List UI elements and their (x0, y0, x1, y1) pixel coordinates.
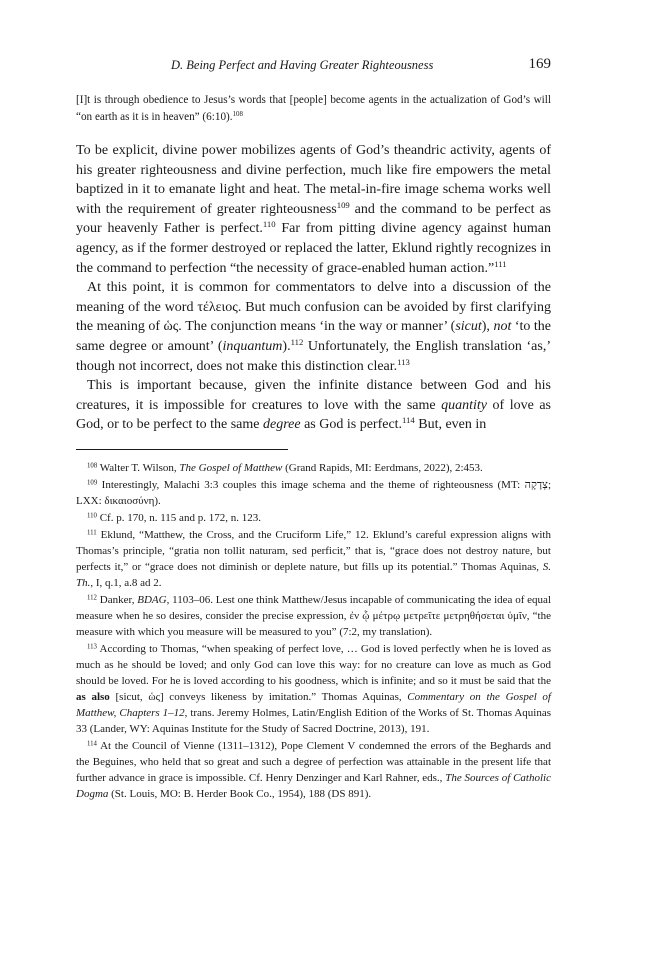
running-header (76, 58, 551, 80)
footnote-110 (76, 510, 551, 526)
page-number: 169 (528, 56, 551, 72)
text-run: ). (282, 338, 291, 354)
text-run: At the Council of Vienne (1311–1312), Pope Clement V condemned the errors of the Beghards and the Beguines, who held that so great and such a degree of perfection was attainable in the present life that further advance in grace is impossible. Cf. Henry Denzinger and Karl Rahner, eds., (76, 739, 551, 784)
text-run: Unfortunately, the English translation ‘as,’ though not incorrect, does not make this distinction clear. (76, 338, 552, 374)
text-run: Eklund, “Matthew, the Cross, and the Cruciform Life,” 12. Eklund’s careful expression aligns with Thomas’s principle, “gratia non tollit naturam, sed perficit,” that is, “grace does not destroy nature, but perfects it,” or “grace does not diminish or deplete nature, but fills up its potential.” Thomas Aquinas, (76, 528, 551, 573)
text-run: , trans. Jeremy Holmes, Latin/English Edition of the Works of St. Thomas Aquinas 33 (Lander, WY: Aquinas Institute for the Study of Sacred Doctrine, 2013), 191. (76, 706, 551, 735)
text-run: This is important because, given the infinite distance between God and his creatures, it is impossible for creatures to love with the same (76, 378, 551, 413)
italic-run: The Gospel of Matthew (179, 461, 283, 474)
footnote-114 (76, 738, 551, 802)
footnote-number: 111 (87, 529, 97, 537)
text-run: and the command to be perfect as your heavenly Father is perfect. (76, 201, 552, 237)
italic-run: The Sources of Catholic Dogma (76, 771, 551, 800)
text-run: (Grand Rapids, MI: Eerdmans, 2022), 2:453. (282, 461, 483, 474)
block-quote (76, 92, 551, 125)
text-run: (St. Louis, MO: B. Herder Book Co., 1954), 188 (DS 891). (108, 787, 372, 800)
italic-run: BDAG (137, 593, 167, 606)
italic-run: degree (263, 417, 301, 433)
block-quote-text: [I]t is through obedience to Jesus’s words that [people] become agents in the actualization of God’s will “on earth as it is in heaven” (6:10). (76, 94, 551, 123)
footnote-113 (76, 641, 551, 737)
footnote-ref[interactable]: 110 (262, 219, 276, 230)
italic-run: sicut (455, 319, 482, 335)
footnote-ref[interactable]: 113 (397, 356, 410, 367)
footnote-ref[interactable]: 112 (290, 337, 304, 348)
text-run: Far from pitting divine agency against human agency, as if the former destroyed or replaced the latter, Eklund rightly recognizes in the command to perfection “the necessity of grace-enabled human action.” (76, 221, 552, 276)
footnote-number: 114 (87, 740, 97, 748)
text-run: as God is perfect. (300, 417, 403, 433)
text-run: Danker, (96, 593, 138, 606)
footnote-number: 113 (87, 643, 97, 651)
footnote-divider (76, 449, 288, 450)
text-run: Walter T. Wilson, (97, 461, 180, 474)
footnote-109 (76, 477, 551, 509)
bold-run: as also (76, 690, 110, 703)
text-run: To be explicit, divine power mobilizes agents of God’s theandric activity, agents of his greater righteousness and divine perfection, much like fire empowers the metal baptized in it to emanate light and heat. The metal-in-fire image schema works well with the requirement of greater righteousness (76, 143, 551, 217)
text-run: , I, q.1, a.8 ad 2. (90, 576, 162, 589)
italic-run: quantity (441, 397, 487, 413)
text-run: At this point, it is common for commentators to delve into a discussion of the meaning of the word τέλειος. But much confusion can be avoided by first clarifying the meaning of ὡς. The conjunction means ‘in the way or manner’ ( (76, 280, 551, 335)
text-run: According to Thomas, “when speaking of perfect love, … God is loved perfectly when he is loved as much as he should be loved; and only God can love this way: for no creature can love as much as God should be loved. For he is loved according to his goodness, which is infinite; and so it must be said that the (76, 642, 551, 687)
italic-run: not (493, 319, 512, 335)
paragraph (76, 278, 551, 376)
footnotes (76, 460, 551, 802)
text-run: of love as God, or to be perfect to the same (76, 397, 551, 433)
text-run: , 1103–06. Lest one think Matthew/Jesus incapable of communicating the idea of equal measure when he so desires, consider the precise expression, ἐν ᾧ μέτρῳ μετρεῖτε μετρηθήσεται ὑμῖν, “the measure with which you measure will be measured to you” (7:2, my translation). (76, 593, 551, 638)
footnote-number: 109 (87, 479, 98, 487)
footnote-ref[interactable]: 109 (336, 200, 350, 211)
footnote-ref[interactable]: 114 (402, 415, 415, 426)
italic-run: Commentary on the Gospel of Matthew, Chapters 1–12 (76, 690, 551, 719)
running-title: D. Being Perfect and Having Greater Righteousness (171, 58, 434, 72)
footnote-112 (76, 592, 551, 640)
footnote-number: 108 (87, 462, 98, 470)
italic-run: S. Th. (76, 560, 551, 589)
body-text (76, 141, 551, 435)
footnote-ref[interactable]: 111 (494, 258, 507, 269)
paragraph (76, 141, 551, 278)
italic-run: inquantum (222, 338, 283, 354)
book-page (76, 58, 551, 803)
footnote-111 (76, 527, 551, 591)
text-run: ‘to the same degree or amount’ ( (76, 319, 551, 354)
footnote-number: 110 (87, 512, 97, 520)
paragraph (76, 376, 551, 435)
footnote-number: 112 (87, 594, 97, 602)
footnote-108 (76, 460, 551, 476)
text-run: ), (481, 319, 494, 335)
text-run: Cf. p. 170, n. 115 and p. 172, n. 123. (96, 511, 261, 524)
text-run: Interestingly, Malachi 3:3 couples this image schema and the theme of righteousness (MT: צְדָקָה; LXX: δικαιοσύνη). (76, 478, 551, 507)
footnote-ref[interactable]: 108 (232, 109, 243, 118)
text-run: But, even in (414, 417, 487, 433)
text-run: [sicut, ὡς] conveys likeness by imitation.” Thomas Aquinas, (109, 690, 408, 703)
